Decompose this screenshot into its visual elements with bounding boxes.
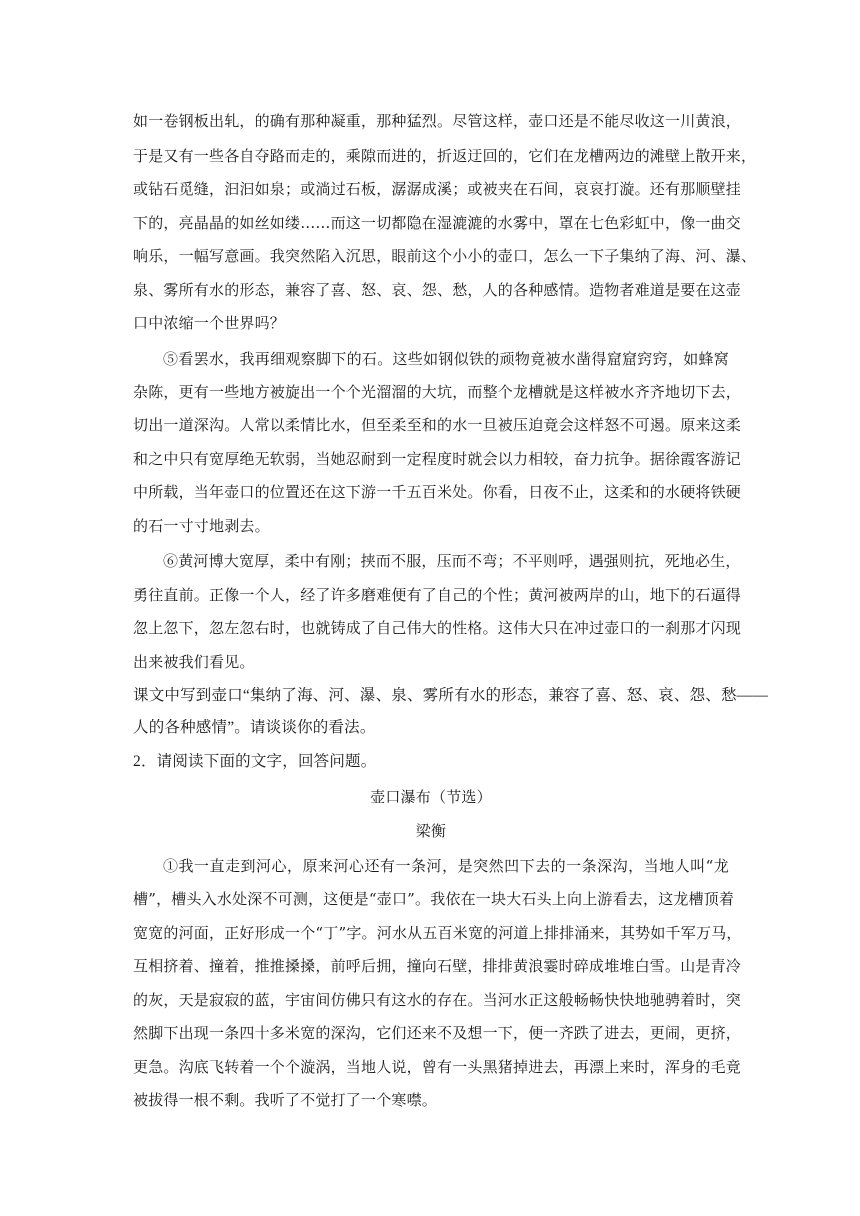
paragraph-5-line: ⑤看罢水，我再细观察脚下的石。这些如钢似铁的顽物竟被水凿得窟窟窍窍，如蜂窝	[163, 350, 729, 368]
text-line: 如一卷钢板出轧，的确有那种凝重，那种猛烈。尽管这样，壶口还是不能尽收这一川黄浪，	[133, 112, 742, 130]
paragraph-5-line: 的石一寸寸地剥去。	[133, 517, 270, 535]
paragraph-5-line: 中所载，当年壶口的位置还在这下游一千五百米处。你看，日夜不止，这柔和的水硬将铁硬	[133, 483, 742, 501]
passage-author: 梁衡	[415, 822, 447, 840]
item-2-heading: 2．请阅读下面的文字，回答问题。	[133, 753, 377, 770]
text-line: 口中浓缩一个世界吗？	[133, 314, 286, 332]
text-line: 或钻石觅缝，汩汩如泉；或淌过石板，潺潺成溪；或被夹在石间，哀哀打漩。还有那顺壁挂	[133, 180, 742, 198]
paragraph-6-line: ⑥黄河博大宽厚，柔中有刚；挟而不服，压而不弯；不平则呼，遇强则抗，死地必生，	[163, 552, 741, 570]
paragraph-1-line: 被拔得一根不剩。我听了不觉打了一个寒噤。	[133, 1091, 438, 1109]
text-line: 泉、雾所有水的形态，兼容了喜、怒、哀、怨、愁，人的各种感情。造物者难道是要在这壶	[133, 281, 742, 299]
paragraph-5-line: 和之中只有宽厚绝无软弱，当她忍耐到一定程度时就会以力相较，奋力抗争。据徐霞客游记	[133, 450, 742, 468]
paragraph-6-line: 出来被我们看见。	[133, 653, 255, 671]
text-line: 于是又有一些各自夺路而走的，乘隙而进的，折返迂回的，它们在龙槽两边的滩壁上散开来，	[133, 147, 757, 165]
question-line: 课文中写到壶口“集纳了海、河、瀑、泉、雾所有水的形态，兼容了喜、怒、哀、怨、愁——	[133, 687, 769, 704]
paragraph-6-line: 忽上忽下，忽左忽右时，也就铸成了自己伟大的性格。这伟大只在冲过壶口的一刹那才闪现	[133, 619, 742, 637]
paragraph-1-line: 的灰，天是寂寂的蓝，宇宙间仿佛只有这水的存在。当河水正这般畅畅快快地驰骋着时，突	[133, 991, 742, 1009]
text-line: 下的，亮晶晶的如丝如缕……而这一切都隐在湿漉漉的水雾中，罩在七色彩虹中，像一曲交	[133, 214, 742, 232]
text-line: 响乐，一幅写意画。我突然陷入沉思，眼前这个小小的壶口，怎么一下子集纳了海、河、瀑、	[133, 247, 757, 265]
paragraph-1-line: 槽”，槽头入水处深不可测，这便是“壶口”。我依在一块大石头上向上游看去，这龙槽顶着	[133, 890, 735, 908]
paragraph-1-line: 然脚下出现一条四十多米宽的深沟，它们还来不及想一下，便一齐跌了进去，更闹，更挤，	[133, 1024, 742, 1042]
passage-title: 壶口瀑布（节选）	[370, 788, 492, 806]
paragraph-1-line: ①我一直走到河心，原来河心还有一条河，是突然凹下去的一条深沟，当地人叫“龙	[163, 857, 729, 875]
paragraph-6-line: 勇往直前。正像一个人，经了许多磨难便有了自己的个性；黄河被两岸的山，地下的石逼得	[133, 586, 742, 604]
paragraph-1-line: 更急。沟底飞转着一个个漩涡，当地人说，曾有一头黑猪掉进去，再漂上来时，浑身的毛竟	[133, 1058, 742, 1076]
paragraph-5-line: 杂陈，更有一些地方被旋出一个个光溜溜的大坑，而整个龙槽就是这样被水齐齐地切下去，	[133, 383, 742, 401]
question-line: 人的各种感情”。请谈谈你的看法。	[133, 719, 376, 736]
paragraph-1-line: 互相挤着、撞着，推推搡搡，前呼后拥，撞向石壁，排排黄浪霎时碎成堆堆白雪。山是青冷	[133, 957, 742, 975]
paragraph-1-line: 宽宽的河面，正好形成一个“丁”字。河水从五百米宽的河道上排排涌来，其势如千军万马，	[133, 924, 742, 942]
paragraph-5-line: 切出一道深沟。人常以柔情比水，但至柔至和的水一旦被压迫竟会这样怒不可遏。原来这柔	[133, 416, 742, 434]
